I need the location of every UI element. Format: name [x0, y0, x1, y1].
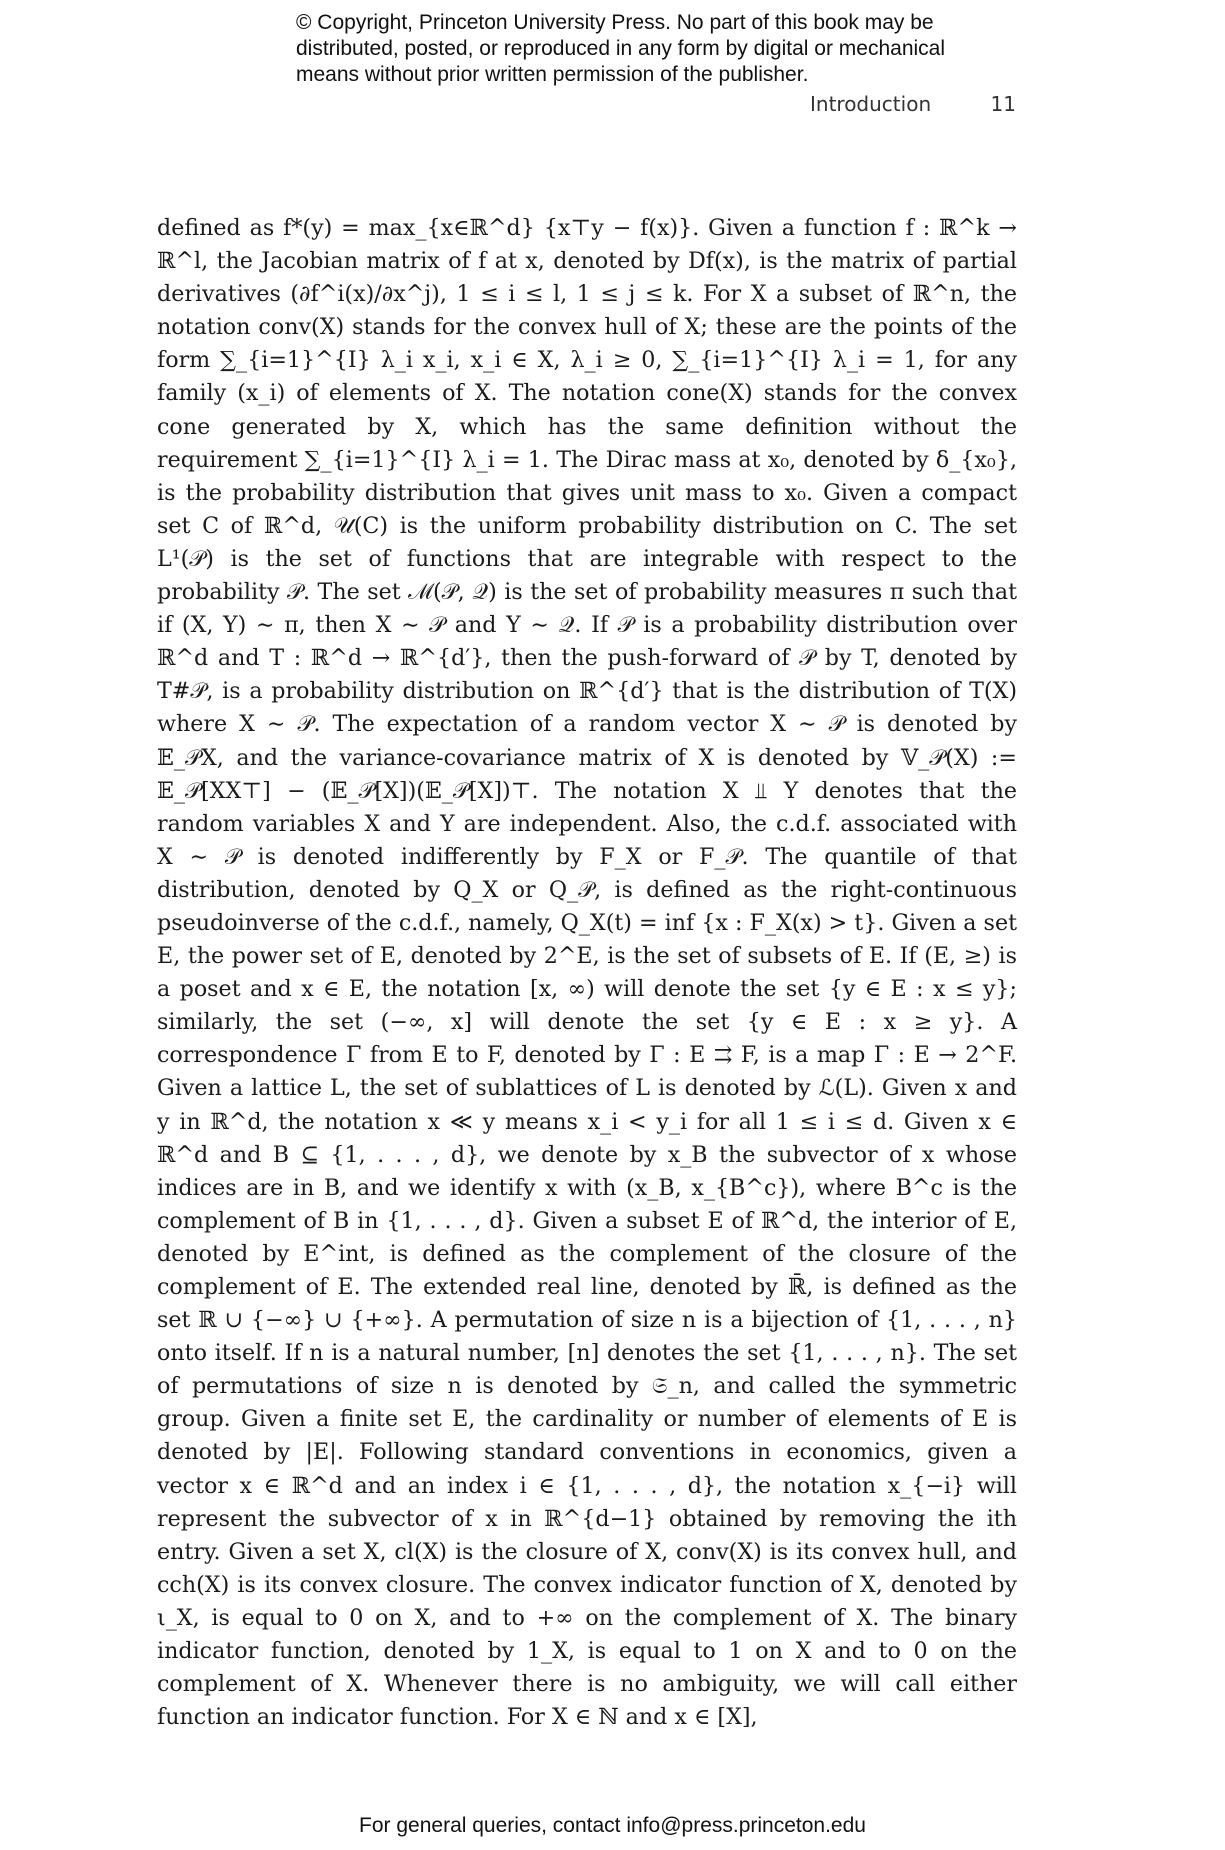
running-title: Introduction	[810, 92, 932, 116]
copyright-line: © Copyright, Princeton University Press. No part of this book may be	[296, 11, 934, 34]
page-number: 11	[990, 92, 1016, 116]
body-text	[157, 212, 1017, 1734]
copyright-line: distributed, posted, or reproduced in any form by digital or mechanical	[296, 37, 946, 60]
copyright-line: means without prior written permission of the publisher.	[296, 63, 809, 86]
copyright-notice	[296, 10, 1056, 88]
footer-contact: For general queries, contact info@press.princeton.edu	[359, 1814, 866, 1837]
running-head	[810, 92, 1020, 120]
body-paragraph: defined as f*(y) = max_{x∈ℝ^d} {x⊤y − f(x)}. Given a function f : ℝ^k → ℝ^l, the Jacobian matrix of f at x, denoted by Df(x), is the matrix of partial derivatives (∂f^i(x)/∂x^j), 1 ≤ i ≤ l, 1 ≤ j ≤ k. For X a subset of ℝ^n, the notation conv(X) stands for the convex hull of X; these are the points of the form ∑_{i=1}^{I} λ_i x_i, x_i ∈ X, λ_i ≥ 0, ∑_{i=1}^{I} λ_i = 1, for any family (x_i) of elements of X. The notation cone(X) stands for the convex cone generated by X, which has the same definition without the requirement ∑_{i=1}^{I} λ_i = 1. The Dirac mass at x₀, denoted by δ_{x₀}, is the probability distribution that gives unit mass to x₀. Given a compact set C of ℝ^d, 𝒰(C) is the uniform probability distribution on C. The set L¹(𝒫) is the set of functions that are integrable with respect to the probability 𝒫. The set ℳ(𝒫, 𝒬) is the set of probability measures π such that if (X, Y) ∼ π, then X ∼ 𝒫 and Y ∼ 𝒬. If 𝒫 is a probability distribution over ℝ^d and T : ℝ^d → ℝ^{d′}, then the push-forward of 𝒫 by T, denoted by T#𝒫, is a probability distribution on ℝ^{d′} that is the distribution of T(X) where X ∼ 𝒫. The expectation of a random vector X ∼ 𝒫 is denoted by 𝔼_𝒫X, and the variance-covariance matrix of X is denoted by 𝕍_𝒫(X) := 𝔼_𝒫[XX⊤] − (𝔼_𝒫[X])(𝔼_𝒫[X])⊤. The notation X ⫫ Y denotes that the random variables X and Y are independent. Also, the c.d.f. associated with X ∼ 𝒫 is denoted indifferently by F_X or F_𝒫. The quantile of that distribution, denoted by Q_X or Q_𝒫, is defined as the right-continuous pseudoinverse of the c.d.f., namely, Q_X(t) = inf {x : F_X(x) > t}. Given a set E, the power set of E, denoted by 2^E, is the set of subsets of E. If (E, ≥) is a poset and x ∈ E, the notation [x, ∞) will denote the set {y ∈ E : x ≤ y}; similarly, the set (−∞, x] will denote the set {y ∈ E : x ≥ y}. A correspondence Γ from E to F, denoted by Γ : E ⇉ F, is a map Γ : E → 2^F. Given a lattice L, the set of sublattices of L is denoted by ℒ(L). Given x and y in ℝ^d, the notation x ≪ y means x_i < y_i for all 1 ≤ i ≤ d. Given x ∈ ℝ^d and B ⊆ {1, . . . , d}, we denote by x_B the subvector of x whose indices are in B, and we identify x with (x_B, x_{B^c}), where B^c is the complement of B in {1, . . . , d}. Given a subset E of ℝ^d, the interior of E, denoted by E^int, is defined as the complement of the closure of the complement of E. The extended real line, denoted by ℝ̄, is defined as the set ℝ ∪ {−∞} ∪ {+∞}. A permutation of size n is a bijection of {1, . . . , n} onto itself. If n is a natural number, [n] denotes the set {1, . . . , n}. The set of permutations of size n is denoted by 𝔖_n, and called the symmetric group. Given a finite set E, the cardinality or number of elements of E is denoted by |E|. Following standard conventions in economics, given a vector x ∈ ℝ^d and an index i ∈ {1, . . . , d}, the notation x_{−i} will represent the subvector of x in ℝ^{d−1} obtained by removing the ith entry. Given a set X, cl(X) is the closure of X, conv(X) is its convex hull, and cch(X) is its convex closure. The convex indicator function of X, denoted by ι_X, is equal to 0 on X, and to +∞ on the complement of X. The binary indicator function, denoted by 1_X, is equal to 1 on X and to 0 on the complement of X. Whenever there is no ambiguity, we will call either function an indicator function. For X ∈ ℕ and x ∈ [X],	[157, 215, 1017, 1731]
